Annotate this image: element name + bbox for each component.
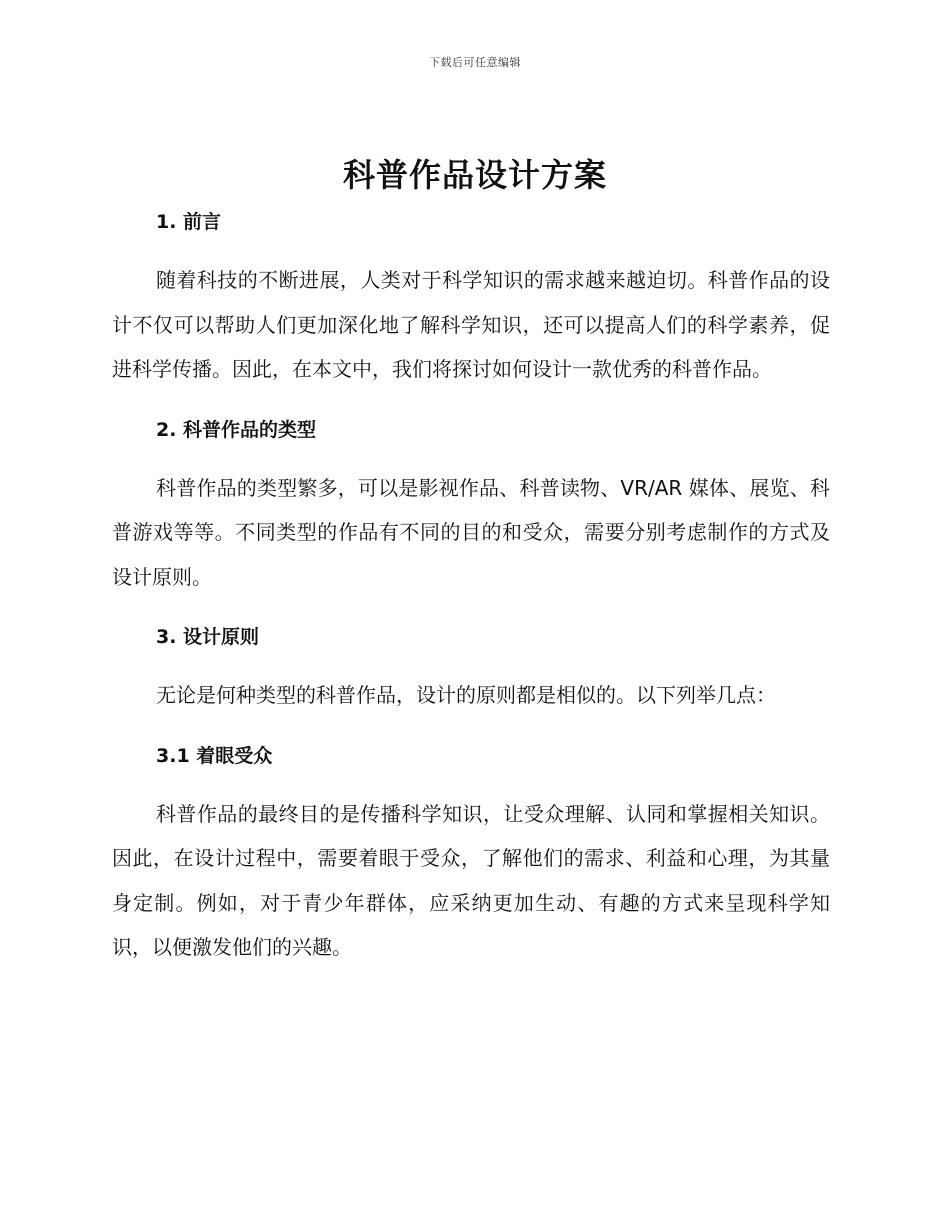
- section-paragraph-principles: 无论是何种类型的科普作品，设计的原则都是相似的。以下列举几点：: [156, 683, 776, 707]
- document-body: [112, 200, 830, 970]
- section-heading-audience: 3.1 着眼受众: [156, 744, 273, 767]
- section-heading-principles: 3. 设计原则: [156, 626, 260, 648]
- document-title: 科普作品设计方案: [342, 156, 607, 194]
- section-paragraph-types: 科普作品的类型繁多，可以是影视作品、科普读物、VR/AR 媒体、展览、科普游戏等等。不同类型的作品有不同的目的和受众，需要分别考虑制作的方式及设计原则。: [112, 475, 830, 589]
- header-note: 下载后可任意编辑: [429, 56, 521, 69]
- section-heading-types: 2. 科普作品的类型: [156, 418, 317, 441]
- section-heading-preface: 1. 前言: [156, 211, 222, 233]
- section-paragraph-preface: 随着科技的不断进展，人类对于科学知识的需求越来越迫切。科普作品的设计不仅可以帮助人们更加深化地了解科学知识，还可以提高人们的科学素养，促进科学传播。因此，在本文中，我们将探讨如何设计一款优秀的科普作品。: [112, 268, 830, 381]
- section-paragraph-audience: 科普作品的最终目的是传播科学知识，让受众理解、认同和掌握相关知识。因此，在设计过程中，需要着眼于受众，了解他们的需求、利益和心理，为其量身定制。例如，对于青少年群体，应采纳更加生动、有趣的方式来呈现科学知识，以便激发他们的兴趣。: [112, 801, 830, 959]
